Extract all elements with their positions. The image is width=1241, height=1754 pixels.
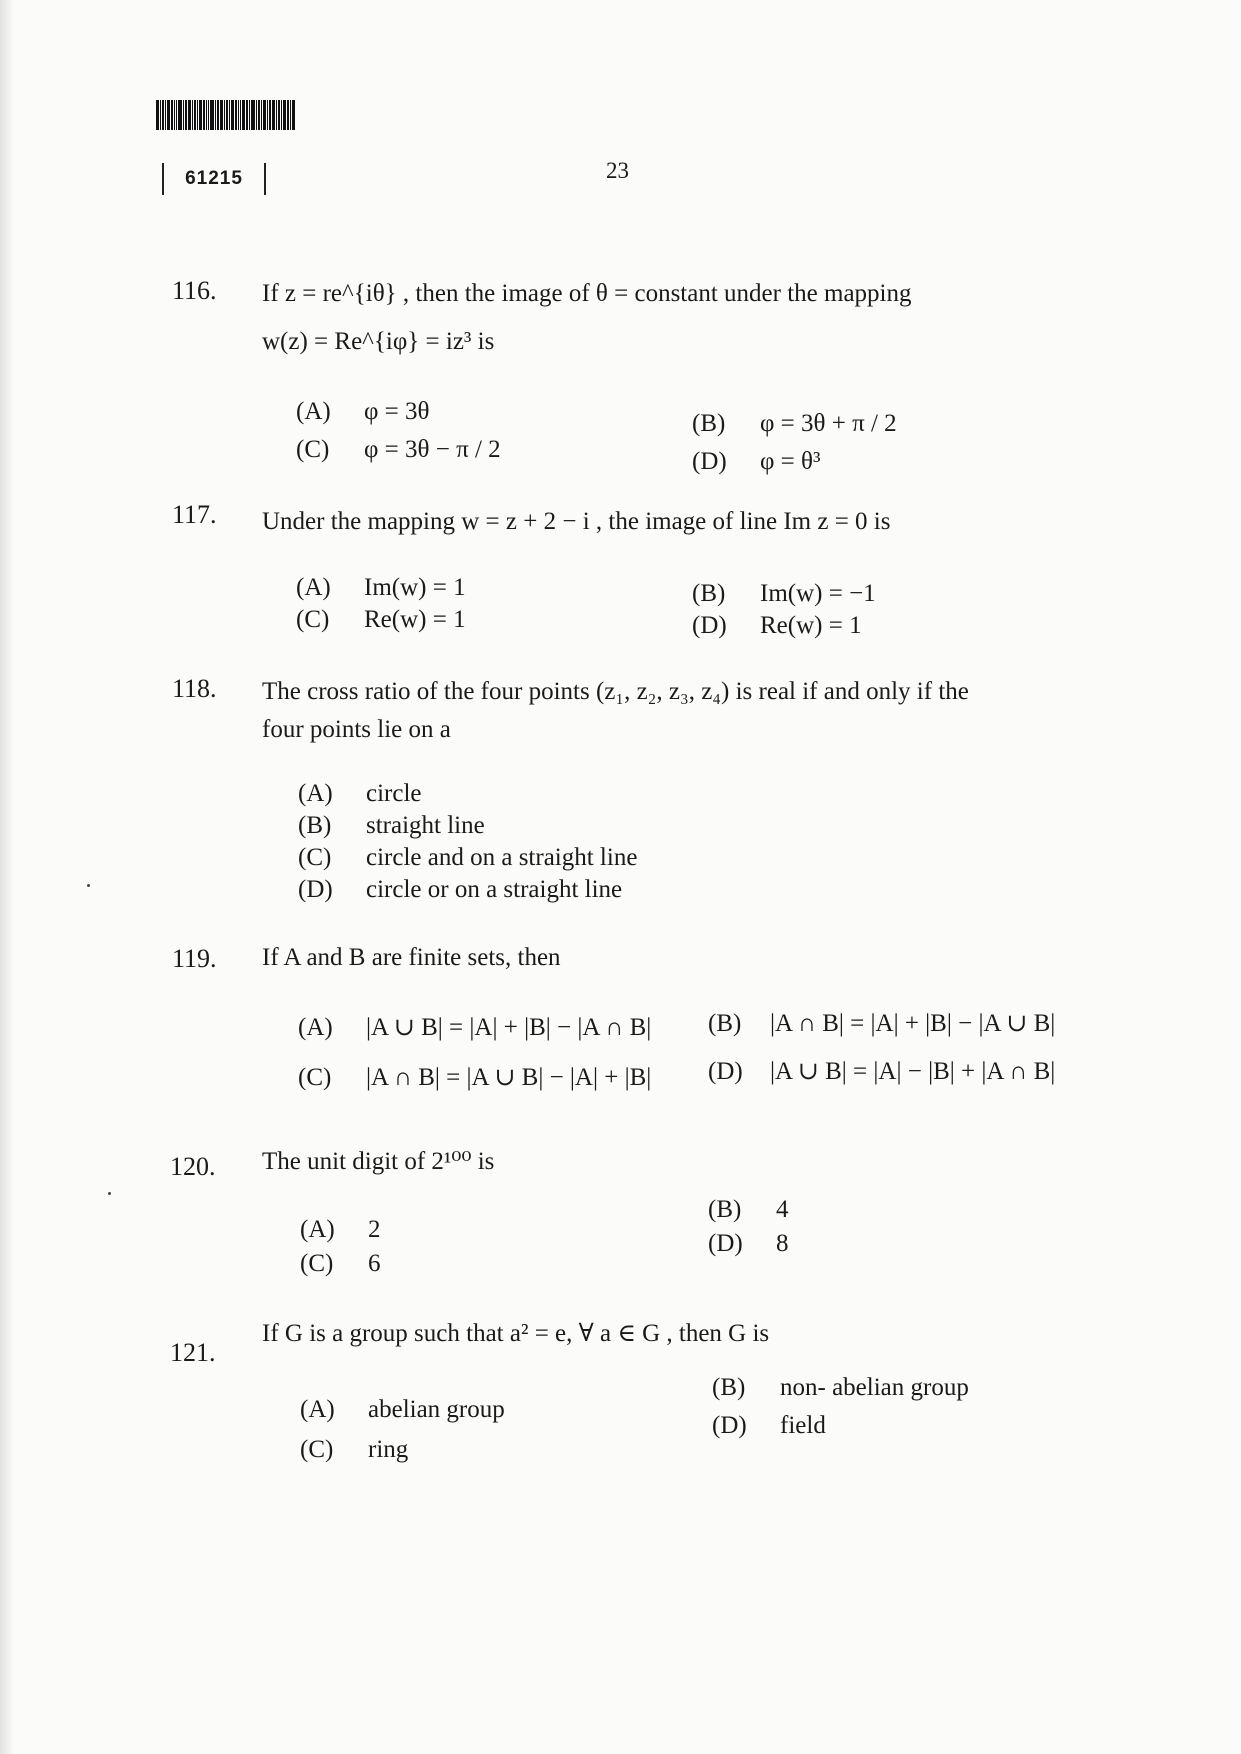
option-text: circle or on a straight line — [366, 876, 623, 903]
option-label: (A) — [296, 398, 331, 425]
question-stem: If z = re^{iθ} , then the image of θ = constant under the mapping — [262, 280, 912, 307]
option-c[interactable] — [300, 1250, 381, 1278]
option-c[interactable] — [298, 1062, 651, 1092]
option-label: (D) — [692, 612, 727, 639]
option-label: (C) — [298, 1064, 332, 1091]
option-text: straight line — [366, 812, 485, 839]
option-text: φ = θ³ — [760, 448, 821, 475]
option-c[interactable] — [296, 436, 501, 464]
option-a[interactable] — [300, 1216, 381, 1244]
option-text: |A ∪ B| = |A| − |B| + |A ∩ B| — [770, 1058, 1056, 1085]
option-label: (D) — [298, 876, 333, 903]
option-text: abelian group — [368, 1396, 505, 1423]
question-stem-line2: w(z) = Re^{iφ} = iz³ is — [262, 328, 495, 355]
option-label: (A) — [296, 574, 331, 601]
question-stem: The unit digit of 2¹⁰⁰ is — [262, 1148, 495, 1175]
option-label: (C) — [296, 436, 330, 463]
question-stem: If A and B are finite sets, then — [262, 944, 561, 971]
option-label: (B) — [692, 410, 726, 437]
option-text: ring — [368, 1436, 409, 1463]
option-a[interactable] — [296, 574, 466, 602]
option-label: (D) — [708, 1058, 743, 1085]
option-label: (A) — [298, 1014, 333, 1041]
option-text: φ = 3θ — [364, 398, 430, 425]
option-c[interactable] — [298, 844, 637, 872]
paper-code-box: 61215 — [162, 163, 266, 195]
option-a[interactable] — [298, 780, 422, 808]
option-a[interactable] — [298, 1012, 651, 1042]
question-number: 116. — [172, 276, 217, 305]
question-number: 120. — [170, 1152, 216, 1181]
question-number: 118. — [172, 674, 217, 703]
option-text: circle — [366, 780, 422, 807]
option-c[interactable] — [296, 606, 466, 634]
option-text: Im(w) = −1 — [760, 580, 876, 607]
option-text: non- abelian group — [780, 1374, 969, 1401]
option-d[interactable] — [708, 1230, 789, 1258]
option-label: (A) — [300, 1396, 335, 1423]
option-a[interactable] — [296, 398, 430, 426]
option-label: (A) — [298, 780, 333, 807]
option-b[interactable] — [712, 1374, 969, 1402]
option-text: |A ∪ B| = |A| + |B| − |A ∩ B| — [366, 1014, 652, 1041]
question-number: 121. — [170, 1338, 216, 1367]
option-text: Re(w) = 1 — [760, 612, 862, 639]
option-text: φ = 3θ + π / 2 — [760, 410, 897, 437]
option-b[interactable] — [298, 812, 485, 840]
option-text: Re(w) = 1 — [364, 606, 466, 633]
option-text: circle and on a straight line — [366, 844, 638, 871]
option-text: 8 — [776, 1230, 789, 1257]
option-text: |A ∩ B| = |A| + |B| − |A ∪ B| — [770, 1010, 1056, 1037]
option-text: 4 — [776, 1196, 789, 1223]
option-d[interactable] — [708, 1056, 1055, 1086]
option-label: (B) — [298, 812, 332, 839]
option-label: (B) — [708, 1010, 742, 1037]
question-stem: If G is a group such that a² = e, ∀ a ∈ G , then G is — [262, 1320, 770, 1347]
option-b[interactable] — [692, 410, 897, 438]
option-label: (C) — [296, 606, 330, 633]
option-text: field — [780, 1412, 826, 1439]
option-text: 6 — [368, 1250, 381, 1277]
option-text: φ = 3θ − π / 2 — [364, 436, 501, 463]
question-stem-line2: four points lie on a — [262, 716, 451, 743]
option-text: 2 — [368, 1216, 381, 1243]
question-number: 119. — [172, 944, 217, 973]
option-label: (C) — [300, 1436, 334, 1463]
option-d[interactable] — [692, 448, 821, 476]
scan-speck — [87, 884, 90, 887]
option-label: (C) — [298, 844, 332, 871]
option-a[interactable] — [300, 1396, 505, 1424]
page-number: 23 — [606, 158, 629, 183]
question-stem: Under the mapping w = z + 2 − i , the image of line Im z = 0 is — [262, 508, 891, 535]
option-text: |A ∩ B| = |A ∪ B| − |A| + |B| — [366, 1064, 652, 1091]
barcode — [156, 100, 296, 130]
option-b[interactable] — [708, 1008, 1055, 1038]
option-label: (A) — [300, 1216, 335, 1243]
option-d[interactable] — [298, 876, 622, 904]
option-label: (D) — [712, 1412, 747, 1439]
option-label: (B) — [692, 580, 726, 607]
question-stem: The cross ratio of the four points (z₁, z₂, z₃, z₄) is real if and only if the — [262, 678, 969, 705]
option-label: (B) — [712, 1374, 746, 1401]
option-label: (D) — [708, 1230, 743, 1257]
scan-speck — [108, 1192, 111, 1195]
option-d[interactable] — [712, 1412, 826, 1440]
option-label: (D) — [692, 448, 727, 475]
option-b[interactable] — [692, 580, 876, 608]
option-label: (B) — [708, 1196, 742, 1223]
option-d[interactable] — [692, 612, 862, 640]
option-b[interactable] — [708, 1196, 789, 1224]
option-c[interactable] — [300, 1436, 408, 1464]
option-label: (C) — [300, 1250, 334, 1277]
question-number: 117. — [172, 500, 217, 529]
option-text: Im(w) = 1 — [364, 574, 466, 601]
scan-edge-shadow — [0, 0, 14, 1754]
